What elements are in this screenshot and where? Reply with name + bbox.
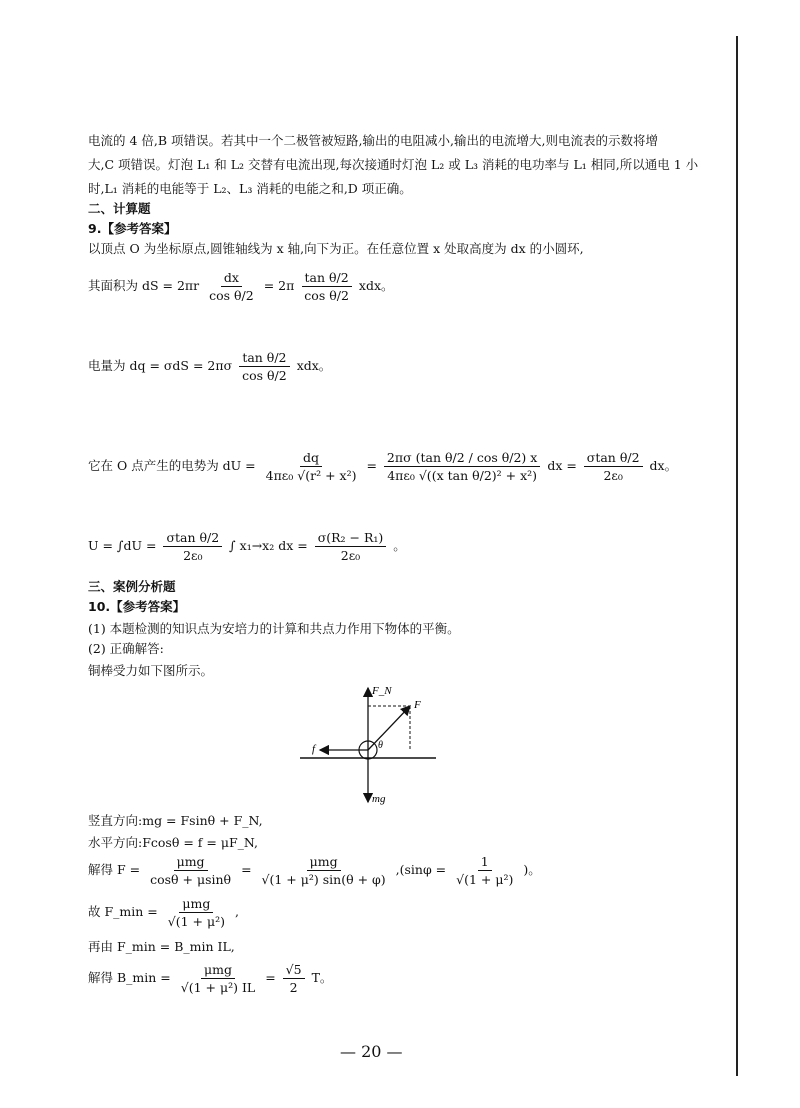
equation-area xyxy=(88,270,394,303)
eq-F-frac1-den: cosθ + μsinθ xyxy=(150,872,232,887)
eq-F-frac3-num: 1 xyxy=(478,854,492,871)
eq-area-suffix: xdx。 xyxy=(358,278,394,293)
label-f-ampere: F xyxy=(414,699,421,711)
eq-pot-frac3-num: σtan θ/2 xyxy=(584,450,643,467)
label-mg: mg xyxy=(372,793,386,805)
equation-charge xyxy=(88,350,331,383)
eq-area-frac1-num: dx xyxy=(221,270,242,287)
paragraph-line-3: 时,L₁ 消耗的电能等于 L₂、L₃ 消耗的电能之和,D 项正确。 xyxy=(88,181,412,196)
paragraph-line-1: 电流的 4 倍,B 项错误。若其中一个二极管被短路,输出的电阻减小,输出的电流增大,则电流表的示数将增 xyxy=(88,133,658,148)
eq-total-integral: ∫ x₁→x₂ dx = xyxy=(229,538,308,553)
eq-pot-frac1-num: dq xyxy=(300,450,322,467)
eq-F-paren: ,(sinφ = xyxy=(395,862,447,877)
eq-F-frac2-den: √(1 + μ²) sin(θ + φ) xyxy=(261,872,386,887)
eq-Fmin-frac-num: μmg xyxy=(179,896,213,913)
q9-intro: 以顶点 O 为坐标原点,圆锥轴线为 x 轴,向下为正。在任意位置 x 处取高度为 dx 的小圆环, xyxy=(88,241,584,256)
eq-area-frac2-num: tan θ/2 xyxy=(302,270,352,287)
eq-F-prefix: 解得 F = xyxy=(88,862,141,877)
eq-pot-mid: = xyxy=(366,458,377,473)
eq-F-frac1 xyxy=(147,854,234,887)
eq-Fmin-suffix: , xyxy=(234,904,239,919)
eq-total-frac1-num: σtan θ/2 xyxy=(163,530,222,547)
equation-potential xyxy=(88,450,677,483)
eq-area-frac1 xyxy=(206,270,257,303)
eq-pot-suffix: dx。 xyxy=(649,458,678,473)
eq-charge-frac xyxy=(239,350,290,383)
q10-point1: (1) 本题检测的知识点为安培力的计算和共点力作用下物体的平衡。 xyxy=(88,621,460,636)
eq-area-frac2-den: cos θ/2 xyxy=(304,288,349,303)
equation-Bmin xyxy=(88,962,332,995)
eq-pot-frac3 xyxy=(584,450,643,483)
q9-label: 9.【参考答案】 xyxy=(88,221,177,236)
eq-total-frac2-num: σ(R₂ − R₁) xyxy=(315,530,387,547)
equation-Fmin xyxy=(88,896,239,929)
horizontal-balance: 水平方向:Fcosθ = f = μF_N, xyxy=(88,835,258,850)
eq-Bmin-frac1 xyxy=(178,962,258,995)
eq-pot-frac1-den: 4πε₀ √(r² + x²) xyxy=(265,468,357,483)
label-fn: F_N xyxy=(372,685,392,697)
eq-total-frac2-den: 2ε₀ xyxy=(340,548,361,563)
eq-Bmin-frac1-num: μmg xyxy=(201,962,235,979)
force-diagram xyxy=(296,680,436,810)
page-number: — 20 — xyxy=(340,1042,403,1061)
eq-total-frac1 xyxy=(163,530,222,563)
eq-charge-prefix: 电量为 dq = σdS = 2πσ xyxy=(88,358,233,373)
eq-Bmin-frac1-den: √(1 + μ²) IL xyxy=(180,980,256,995)
eq-area-frac2 xyxy=(301,270,352,303)
eq-area-prefix: 其面积为 dS = 2πr xyxy=(88,278,200,293)
eq-pot-dx: dx = xyxy=(547,458,577,473)
equation-F xyxy=(88,854,541,887)
eq-Bmin-frac2-num: √5 xyxy=(283,962,305,979)
section2-title: 二、计算题 xyxy=(88,201,151,216)
then-line: 再由 F_min = B_min IL, xyxy=(88,939,235,954)
eq-total-frac2 xyxy=(315,530,387,563)
q10-point2: (2) 正确解答: xyxy=(88,641,164,656)
eq-F-frac2-num: μmg xyxy=(307,854,341,871)
q10-label: 10.【参考答案】 xyxy=(88,599,186,614)
eq-F-frac3-den: √(1 + μ²) xyxy=(456,872,514,887)
eq-pot-frac3-den: 2ε₀ xyxy=(603,468,623,483)
eq-total-suffix: 。 xyxy=(393,538,406,553)
section3-title: 三、案例分析题 xyxy=(88,579,176,594)
eq-charge-frac-num: tan θ/2 xyxy=(239,350,289,367)
eq-pot-frac1 xyxy=(263,450,360,483)
label-theta: θ xyxy=(378,740,383,751)
eq-pot-prefix: 它在 O 点产生的电势为 dU = xyxy=(88,458,256,473)
eq-F-frac2 xyxy=(259,854,389,887)
eq-pot-frac2-den: 4πε₀ √((x tan θ/2)² + x²) xyxy=(387,468,538,483)
eq-Bmin-frac2-den: 2 xyxy=(289,980,298,995)
eq-Fmin-frac-den: √(1 + μ²) xyxy=(167,914,225,929)
eq-Bmin-prefix: 解得 B_min = xyxy=(88,970,171,985)
eq-pot-frac2 xyxy=(384,450,540,483)
eq-Fmin-frac xyxy=(165,896,228,929)
eq-charge-suffix: xdx。 xyxy=(296,358,332,373)
ampere-force-arrow xyxy=(368,706,410,750)
eq-Bmin-mid: = xyxy=(265,970,276,985)
label-friction: f xyxy=(312,743,316,755)
eq-Bmin-suffix: T。 xyxy=(311,970,333,985)
eq-Fmin-prefix: 故 F_min = xyxy=(88,904,158,919)
eq-F-frac3 xyxy=(453,854,516,887)
vertical-balance: 竖直方向:mg = Fsinθ + F_N, xyxy=(88,813,263,828)
eq-total-prefix: U = ∫dU = xyxy=(88,538,157,553)
eq-charge-frac-den: cos θ/2 xyxy=(242,368,287,383)
paragraph-line-2: 大,C 项错误。灯泡 L₁ 和 L₂ 交替有电流出现,每次接通时灯泡 L₂ 或 L₃ 消耗的电功率与 L₁ 相同,所以通电 1 小 xyxy=(88,157,699,172)
eq-total-frac1-den: 2ε₀ xyxy=(183,548,203,563)
eq-Bmin-frac2 xyxy=(283,962,305,995)
eq-F-suffix: )。 xyxy=(523,862,541,877)
eq-area-mid: = 2π xyxy=(263,278,295,293)
binding-edge-line xyxy=(736,36,738,1076)
eq-F-frac1-num: μmg xyxy=(174,854,208,871)
q10-figure-intro: 铜棒受力如下图所示。 xyxy=(88,663,214,678)
eq-F-mid: = xyxy=(241,862,252,877)
eq-pot-frac2-num: 2πσ (tan θ/2 / cos θ/2) x xyxy=(384,450,540,467)
eq-area-frac1-den: cos θ/2 xyxy=(209,288,254,303)
equation-total xyxy=(88,530,406,563)
